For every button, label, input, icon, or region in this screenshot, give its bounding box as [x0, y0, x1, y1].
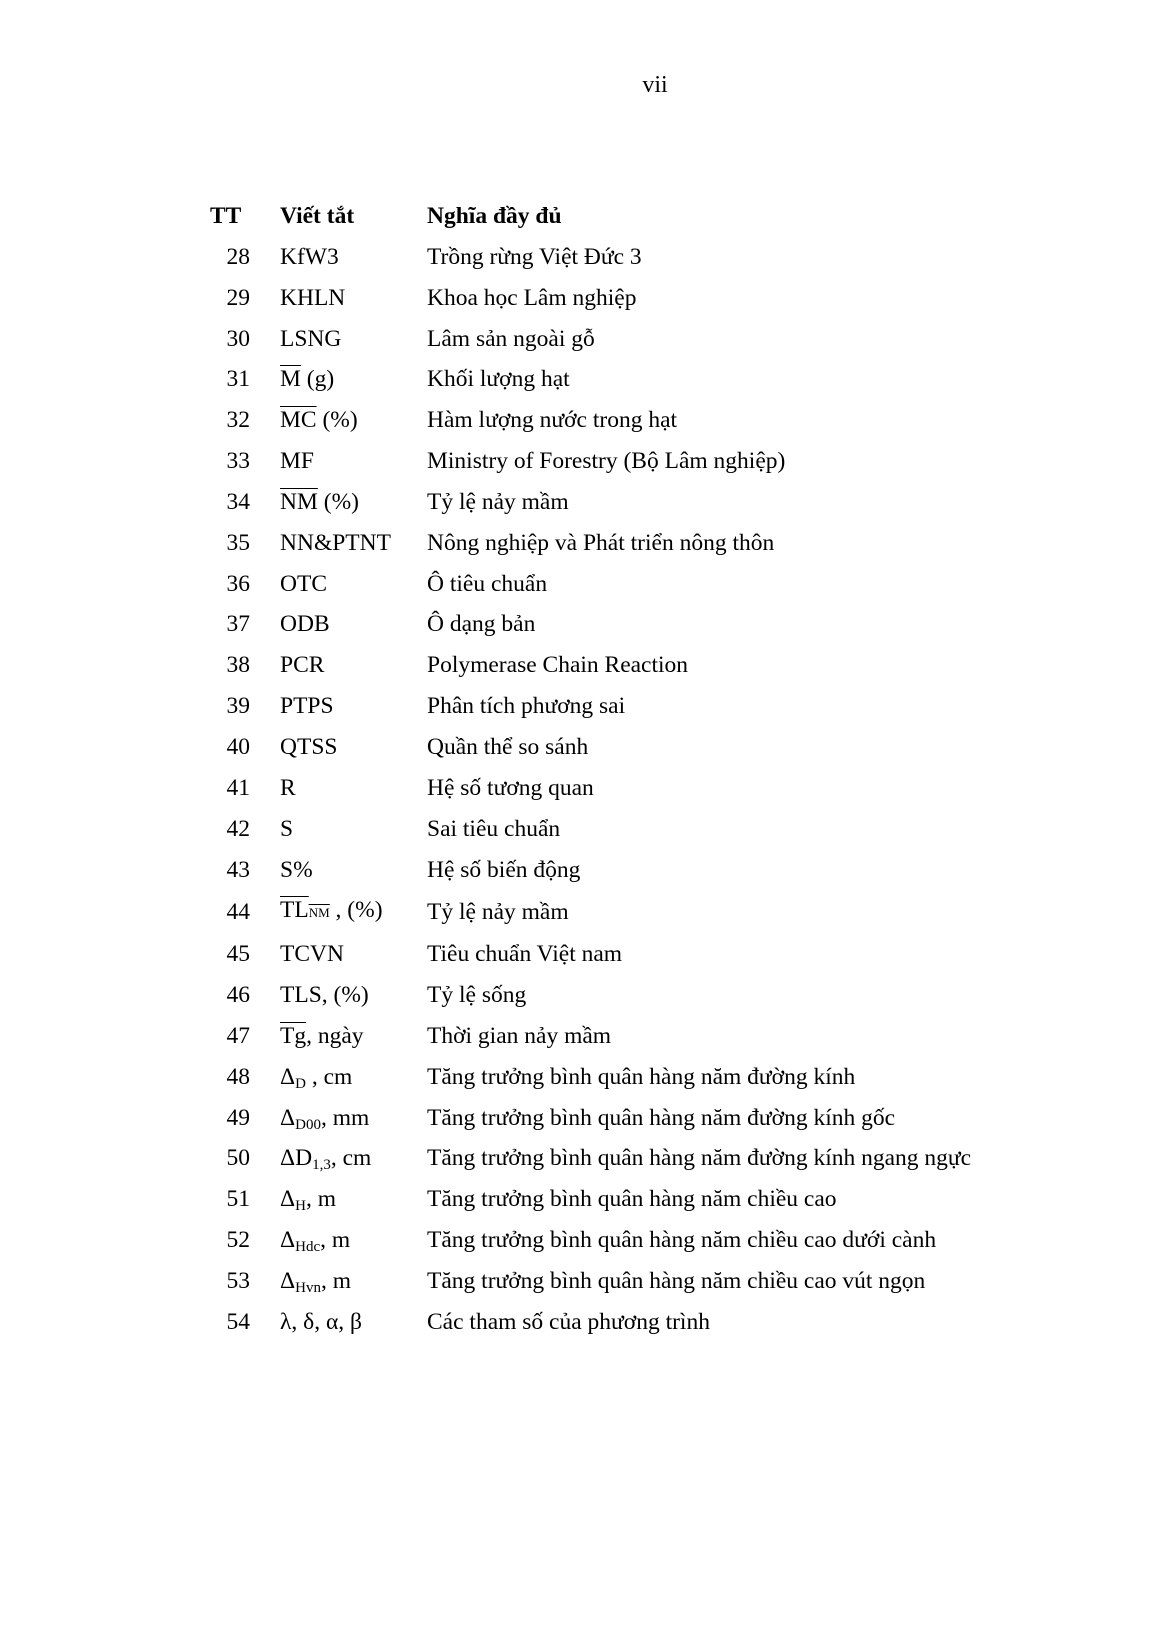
- full-meaning: Khối lượng hạt: [427, 366, 570, 393]
- row-number: 41: [226, 774, 250, 801]
- abbreviation-main: TCVN: [280, 941, 344, 968]
- abbreviation-main: MF: [280, 448, 314, 475]
- abbreviation-main: KHLN: [280, 284, 346, 311]
- abbreviation: [280, 1057, 427, 1098]
- table-row: [206, 482, 1047, 523]
- abbreviation-main: $\overline{MC}$: [280, 407, 317, 434]
- table-row: [206, 319, 1047, 360]
- abbreviation-main: OTC: [280, 570, 327, 597]
- abbreviation-main: NN&PTNT: [280, 529, 391, 556]
- table-row: [206, 564, 1047, 605]
- table-row: [206, 278, 1047, 319]
- abbreviation: [280, 441, 427, 482]
- table-row: [206, 1220, 1047, 1261]
- abbreviation: [280, 1220, 427, 1261]
- table-row: [206, 645, 1047, 686]
- abbreviation: [280, 1138, 427, 1179]
- abbreviation-main: TLS, (%): [280, 982, 369, 1009]
- full-meaning: Quần thể so sánh: [427, 733, 589, 760]
- abbreviation-main: ODB: [280, 611, 330, 638]
- full-meaning: Tăng trưởng bình quân hàng năm chiều cao dưới cành: [427, 1227, 937, 1254]
- abbreviation: [280, 359, 427, 400]
- table-row: [206, 850, 1047, 891]
- abbreviation: [280, 1261, 427, 1302]
- abbreviation-unit: (g): [300, 366, 335, 393]
- abbreviation-unit: (%): [317, 488, 359, 515]
- abbreviation: [280, 319, 427, 360]
- abbreviation-main: Δ: [280, 1227, 296, 1254]
- full-meaning: Hệ số biến động: [427, 856, 581, 883]
- header-abbreviation: Viết tắt: [280, 203, 355, 229]
- row-number: 30: [226, 325, 250, 352]
- row-number: 42: [226, 815, 250, 842]
- abbreviation-subscript: D: [295, 1075, 306, 1092]
- full-meaning: Nông nghiệp và Phát triển nông thôn: [427, 529, 775, 556]
- full-meaning: Các tham số của phương trình: [427, 1308, 710, 1335]
- row-number: 39: [226, 693, 250, 720]
- row-number: 47: [226, 1022, 250, 1049]
- row-number: 37: [226, 611, 250, 638]
- abbreviation: [280, 237, 427, 278]
- abbreviation-main: KfW3: [280, 243, 339, 270]
- full-meaning: Tăng trưởng bình quân hàng năm đường kính gốc: [427, 1104, 896, 1131]
- abbreviation-unit: (%): [316, 407, 358, 434]
- full-meaning: Hàm lượng nước trong hạt: [427, 407, 678, 434]
- abbreviation: [280, 1016, 427, 1057]
- abbreviation-unit: , m: [305, 1186, 336, 1213]
- table-row: [206, 1016, 1047, 1057]
- table-row: [206, 1261, 1047, 1302]
- full-meaning: Thời gian nảy mầm: [427, 1022, 612, 1049]
- row-number: 49: [226, 1104, 250, 1131]
- page-number: vii: [642, 72, 668, 98]
- abbreviation-main: λ, δ, α, β: [280, 1308, 362, 1335]
- full-meaning: Tỷ lệ nảy mầm: [427, 488, 569, 515]
- table-row: [206, 523, 1047, 564]
- row-number: 40: [226, 733, 250, 760]
- abbreviation: [280, 278, 427, 319]
- abbreviation: [280, 564, 427, 605]
- full-meaning: Trồng rừng Việt Đức 3: [427, 243, 642, 270]
- full-meaning: Ministry of Forestry (Bộ Lâm nghiệp): [427, 448, 786, 475]
- table-row: [206, 890, 1047, 934]
- table-row: [206, 686, 1047, 727]
- row-number: 46: [226, 982, 250, 1009]
- full-meaning: Ô tiêu chuẩn: [427, 570, 548, 597]
- table-row: [206, 1179, 1047, 1220]
- row-number: 53: [226, 1267, 250, 1294]
- table-row: [206, 1302, 1047, 1343]
- abbreviation-subscript: Hvn: [295, 1279, 321, 1296]
- abbreviation-main: LSNG: [280, 325, 342, 352]
- header-full-meaning: Nghĩa đầy đủ: [427, 203, 562, 229]
- abbreviation: [280, 482, 427, 523]
- row-number: 45: [226, 941, 250, 968]
- abbreviation-main: ΔD: [280, 1145, 313, 1172]
- abbreviation-unit: , cm: [330, 1145, 372, 1172]
- abbreviation: [280, 1302, 427, 1343]
- full-meaning: Tỷ lệ sống: [427, 982, 527, 1009]
- abbreviation: [280, 975, 427, 1016]
- table-row: [206, 1098, 1047, 1139]
- row-number: 44: [226, 898, 250, 925]
- row-number: 29: [226, 284, 250, 311]
- abbreviation-main: S: [280, 815, 294, 842]
- abbreviation-unit: , (%): [329, 897, 383, 924]
- row-number: 54: [226, 1308, 250, 1335]
- abbreviation: [280, 809, 427, 850]
- abbreviation-unit: , mm: [320, 1104, 370, 1131]
- row-number: 48: [226, 1063, 250, 1090]
- row-number: 32: [226, 407, 250, 434]
- abbreviation-main: $\overline{Tg}$: [280, 1022, 307, 1049]
- table-row: [206, 975, 1047, 1016]
- abbreviation-subscript: 1,3: [312, 1157, 331, 1174]
- row-number: 52: [226, 1227, 250, 1254]
- full-meaning: Tăng trưởng bình quân hàng năm chiều cao: [427, 1186, 837, 1213]
- full-meaning: Phân tích phương sai: [427, 693, 626, 720]
- row-number: 50: [226, 1145, 250, 1172]
- row-number: 31: [226, 366, 250, 393]
- abbreviation: [280, 645, 427, 686]
- abbreviation-unit: , m: [320, 1227, 351, 1254]
- table-row: [206, 727, 1047, 768]
- table-row: [206, 768, 1047, 809]
- abbreviation-unit: , ngày: [306, 1022, 364, 1049]
- abbreviation-unit: , cm: [305, 1063, 353, 1090]
- full-meaning: Ô dạng bản: [427, 611, 536, 638]
- table-row: [206, 441, 1047, 482]
- table-body: [206, 237, 1047, 1343]
- row-number: 33: [226, 448, 250, 475]
- abbreviation-main: Δ: [280, 1186, 296, 1213]
- abbreviation-main: TLNM: [280, 897, 330, 924]
- abbreviation: [280, 1098, 427, 1139]
- table-row: [206, 1057, 1047, 1098]
- full-meaning: Tỷ lệ nảy mầm: [427, 898, 569, 925]
- row-number: 35: [226, 529, 250, 556]
- abbreviation-main: R: [280, 774, 296, 801]
- abbreviation-subscript: D00: [295, 1116, 321, 1133]
- abbreviation-subscript: NM: [308, 905, 330, 921]
- row-number: 34: [226, 488, 250, 515]
- abbreviation: [280, 523, 427, 564]
- abbreviation: [280, 934, 427, 975]
- abbreviation-main: S%: [280, 856, 313, 883]
- abbreviation-unit: , m: [320, 1267, 351, 1294]
- row-number: 43: [226, 856, 250, 883]
- abbreviation-main: QTSS: [280, 733, 338, 760]
- full-meaning: Tăng trưởng bình quân hàng năm chiều cao vút ngọn: [427, 1267, 926, 1294]
- row-number: 51: [226, 1186, 250, 1213]
- abbreviation-main: PCR: [280, 652, 325, 679]
- abbreviation-main: Δ: [280, 1104, 296, 1131]
- table-row: [206, 934, 1047, 975]
- row-number: 36: [226, 570, 250, 597]
- table-row: [206, 809, 1047, 850]
- full-meaning: Tăng trưởng bình quân hàng năm đường kính ngang ngực: [427, 1145, 972, 1172]
- full-meaning: Khoa học Lâm nghiệp: [427, 284, 637, 311]
- abbreviation: [280, 890, 427, 934]
- abbreviation-main: PTPS: [280, 693, 334, 720]
- abbreviation-main: Δ: [280, 1267, 296, 1294]
- abbreviation-main: $\overline{NM}$: [280, 488, 318, 515]
- full-meaning: Sai tiêu chuẩn: [427, 815, 561, 842]
- full-meaning: Polymerase Chain Reaction: [427, 652, 689, 679]
- table-header-row: [206, 196, 1047, 237]
- abbreviation: [280, 850, 427, 891]
- table-row: [206, 1138, 1047, 1179]
- abbreviation: [280, 768, 427, 809]
- abbreviation-subscript: H: [295, 1198, 306, 1215]
- table-row: [206, 400, 1047, 441]
- abbreviation-table: [206, 196, 1047, 1343]
- header-tt: TT: [210, 203, 242, 229]
- row-number: 38: [226, 652, 250, 679]
- table-row: [206, 237, 1047, 278]
- table-row: [206, 604, 1047, 645]
- abbreviation-main: $\overline{M}$: [280, 366, 301, 393]
- full-meaning: Tăng trưởng bình quân hàng năm đường kính: [427, 1063, 856, 1090]
- full-meaning: Hệ số tương quan: [427, 774, 594, 801]
- abbreviation: [280, 686, 427, 727]
- abbreviation: [280, 400, 427, 441]
- table-row: [206, 359, 1047, 400]
- abbreviation-subscript: Hdc: [295, 1239, 321, 1256]
- abbreviation: [280, 604, 427, 645]
- abbreviation: [280, 1179, 427, 1220]
- row-number: 28: [226, 243, 250, 270]
- abbreviation-main: Δ: [280, 1063, 296, 1090]
- full-meaning: Lâm sản ngoài gỗ: [427, 325, 595, 352]
- abbreviation: [280, 727, 427, 768]
- full-meaning: Tiêu chuẩn Việt nam: [427, 941, 623, 968]
